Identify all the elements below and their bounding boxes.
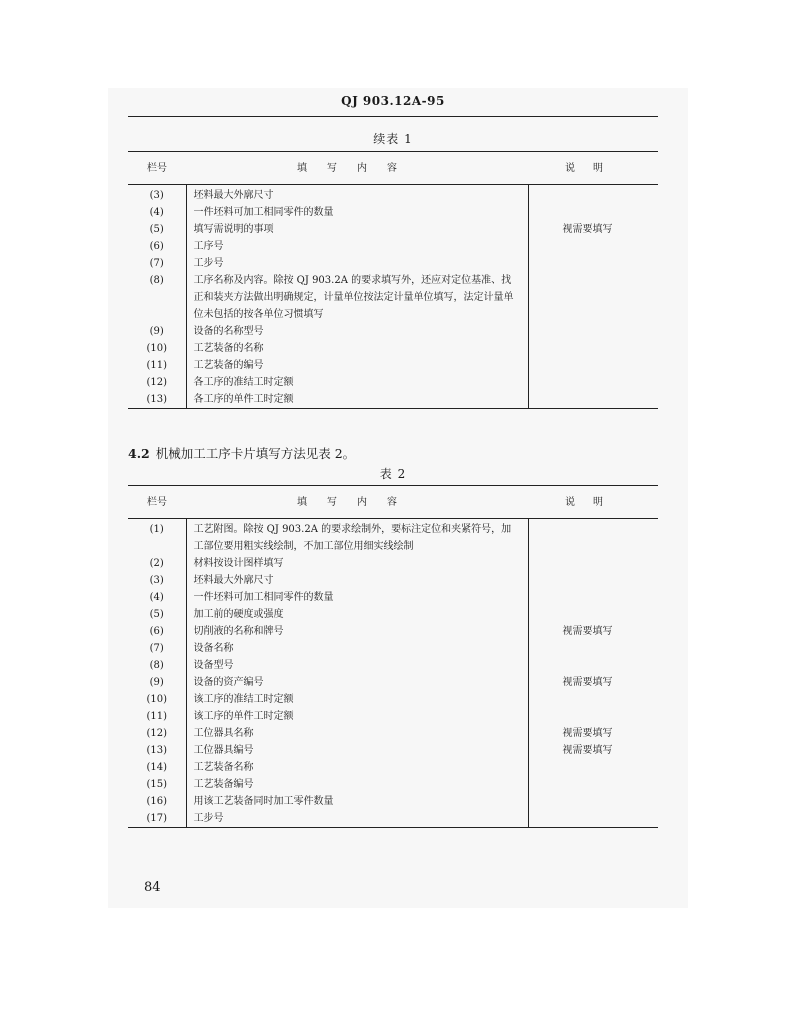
row-number: (10): [146, 694, 168, 705]
row-number: (5): [149, 609, 164, 620]
row-note: [528, 606, 658, 623]
table-row: [128, 793, 658, 810]
row-note: [528, 589, 658, 606]
row-number: (12): [146, 728, 168, 739]
document-code-header: QJ 903.12A-95: [341, 94, 445, 108]
table-row: [128, 255, 658, 272]
row-number: (17): [146, 813, 168, 824]
row-note: [528, 238, 658, 255]
table-row: [128, 725, 658, 742]
row-content: 设备名称: [186, 640, 528, 657]
table-row: [128, 691, 658, 708]
row-number: (6): [149, 626, 164, 637]
row-note: [528, 776, 658, 793]
table-row: [128, 759, 658, 776]
row-content: 工艺装备的编号: [186, 357, 528, 374]
row-content: 用该工艺装备同时加工零件数量: [186, 793, 528, 810]
page-number: 84: [144, 880, 161, 895]
row-number: (14): [146, 762, 168, 773]
table-row: [128, 340, 658, 357]
table-row: [128, 555, 658, 572]
row-number: (2): [149, 558, 164, 569]
row-content: 一件坯料可加工相同零件的数量: [186, 589, 528, 606]
column-header-content: 填写内容: [186, 152, 528, 185]
row-content: 工艺装备的名称: [186, 340, 528, 357]
row-note: [528, 708, 658, 725]
row-note: [528, 759, 658, 776]
row-content: 工艺装备编号: [186, 776, 528, 793]
row-note: [528, 391, 658, 409]
row-number: (9): [149, 677, 164, 688]
row-content: 工步号: [186, 255, 528, 272]
column-header-no: 栏号: [128, 152, 186, 185]
table1-caption: 续表 1: [373, 132, 413, 146]
table-row: [128, 374, 658, 391]
row-number: (15): [146, 779, 168, 790]
row-number: (12): [146, 377, 168, 388]
row-content: 填写需说明的事项: [186, 221, 528, 238]
table-row: [128, 606, 658, 623]
row-number: (9): [149, 326, 164, 337]
section-text: 机械加工工序卡片填写方法见表 2。: [155, 446, 356, 461]
row-note: [528, 323, 658, 340]
row-number: (4): [149, 592, 164, 603]
table-row: [128, 221, 658, 238]
row-number: (3): [149, 575, 164, 586]
table2-caption: 表 2: [379, 467, 407, 481]
table-row: [128, 323, 658, 340]
table-row: [128, 810, 658, 828]
row-content: 该工序的准结工时定额: [186, 691, 528, 708]
table-row: [128, 357, 658, 374]
column-header-content: 填写内容: [186, 486, 528, 519]
row-note: [528, 374, 658, 391]
table-row: [128, 708, 658, 725]
table-row: [128, 623, 658, 640]
table-row: [128, 572, 658, 589]
row-content: 坯料最大外廓尺寸: [186, 572, 528, 589]
row-number: (10): [146, 343, 168, 354]
row-note: [528, 255, 658, 272]
table1: [128, 151, 658, 409]
table-row: [128, 204, 658, 221]
row-content: 设备的资产编号: [186, 674, 528, 691]
row-content: 工位器具名称: [186, 725, 528, 742]
table2: [128, 485, 658, 828]
row-note: [528, 572, 658, 589]
row-content: 一件坯料可加工相同零件的数量: [186, 204, 528, 221]
column-header-note: 说明: [528, 486, 658, 519]
row-content: 设备的名称型号: [186, 323, 528, 340]
row-number: (4): [149, 207, 164, 218]
header-rule: [128, 116, 658, 117]
row-number: (8): [149, 275, 164, 286]
table-row: [128, 272, 658, 323]
row-note: [528, 793, 658, 810]
row-content: 各工序的准结工时定额: [186, 374, 528, 391]
table-row: [128, 391, 658, 409]
row-note: [528, 657, 658, 674]
row-number: (6): [149, 241, 164, 252]
row-note: [528, 185, 658, 205]
row-number: (11): [146, 711, 168, 722]
section-number: 4.2: [128, 446, 150, 461]
row-note: [528, 272, 658, 323]
row-number: (11): [146, 360, 168, 371]
row-note: [528, 810, 658, 828]
row-number: (7): [149, 643, 164, 654]
row-content: 加工前的硬度或强度: [186, 606, 528, 623]
row-content: 该工序的单件工时定额: [186, 708, 528, 725]
row-note: 视需要填写: [562, 745, 613, 756]
row-content: 工位器具编号: [186, 742, 528, 759]
table1-header-row: [128, 152, 658, 185]
table-row: [128, 238, 658, 255]
table-row: [128, 640, 658, 657]
section-heading: [128, 444, 355, 462]
row-note: [528, 204, 658, 221]
row-note: 视需要填写: [562, 728, 613, 739]
row-number: (7): [149, 258, 164, 269]
row-content: 工序号: [186, 238, 528, 255]
row-content: 设备型号: [186, 657, 528, 674]
row-number: (8): [149, 660, 164, 671]
column-header-no: 栏号: [128, 486, 186, 519]
row-number: (13): [146, 394, 168, 405]
row-note: [528, 640, 658, 657]
row-content: 坯料最大外廓尺寸: [186, 185, 528, 205]
table-row: [128, 589, 658, 606]
row-number: (5): [149, 224, 164, 235]
row-content: 工艺装备名称: [186, 759, 528, 776]
table-row: [128, 657, 658, 674]
row-note: [528, 691, 658, 708]
table-row: [128, 776, 658, 793]
row-note: 视需要填写: [562, 677, 613, 688]
row-content: 工步号: [186, 810, 528, 828]
row-number: (3): [149, 190, 164, 201]
row-number: (1): [149, 524, 164, 535]
row-note: [528, 357, 658, 374]
row-number: (13): [146, 745, 168, 756]
row-note: [528, 340, 658, 357]
table-row: [128, 674, 658, 691]
row-note: [528, 519, 658, 556]
row-note: 视需要填写: [562, 626, 613, 637]
row-content: 工艺附图。除按 QJ 903.2A 的要求绘制外，要标注定位和夹紧符号，加工部位要用粗实线绘制，不加工部位用细实线绘制: [186, 519, 528, 556]
row-content: 各工序的单件工时定额: [186, 391, 528, 409]
column-header-note: 说明: [528, 152, 658, 185]
table-row: [128, 742, 658, 759]
row-number: (16): [146, 796, 168, 807]
table-row: [128, 185, 658, 205]
row-content: 材料按设计图样填写: [186, 555, 528, 572]
row-content: 工序名称及内容。除按 QJ 903.2A 的要求填写外，还应对定位基准、找正和装夹方法做出明确规定，计量单位按法定计量单位填写，法定计量单位未包括的按各单位习惯填写: [186, 272, 528, 323]
table2-header-row: [128, 486, 658, 519]
row-content: 切削液的名称和牌号: [186, 623, 528, 640]
row-note: [528, 555, 658, 572]
row-note: 视需要填写: [562, 224, 613, 235]
table-row: [128, 519, 658, 556]
